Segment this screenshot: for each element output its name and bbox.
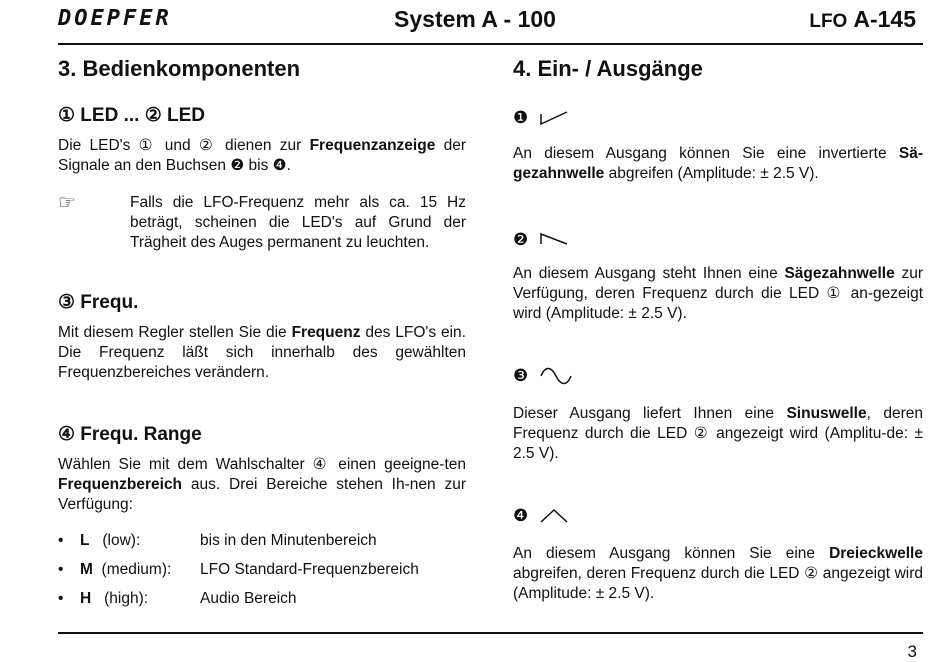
pointing-hand-icon: ☞: [58, 192, 76, 214]
page-number: 3: [907, 642, 917, 661]
module-title: [809, 6, 916, 33]
output-1-description: An diesem Ausgang können Sie eine invertierte Sä-gezahnwelle abgreifen (Amplitude: ± 2.5 V).: [513, 145, 923, 182]
list-item: • L (low): bis in den Minutenbereich: [58, 532, 377, 549]
led-note: [58, 193, 466, 253]
led-description: Die LED's ① und ② dienen zur Frequenzanzeige der Signale an den Buchsen ❷ bis ❹.: [58, 137, 466, 174]
range-list: [58, 532, 466, 619]
output-3-number: ❸: [513, 366, 529, 385]
led-heading: ① LED ... ② LED: [58, 105, 206, 126]
output-2-description: An diesem Ausgang steht Ihnen eine Sägezahnwelle zur Verfügung, deren Frequenz durch die LED ① an-gezeigt wird (Amplitude: ± 2.5 V).: [513, 265, 923, 322]
module-prefix: LFO: [809, 11, 848, 32]
output-2-header: [513, 228, 923, 252]
triangle-wave-icon: [539, 506, 569, 526]
brand-logo: DOEPFER: [58, 6, 172, 31]
output-1-number: ❶: [513, 108, 529, 127]
output-4-number: ❹: [513, 506, 529, 525]
left-column: [58, 56, 466, 619]
section-title-io: 4. Ein- / Ausgänge: [513, 56, 703, 81]
sine-wave-icon: [539, 365, 573, 387]
output-4-description: An diesem Ausgang können Sie eine Dreieckwelle abgreifen, deren Frequenz durch die LED ② angezeigt wird (Amplitude: ± 2.5 V).: [513, 545, 923, 602]
output-4-header: [513, 504, 923, 528]
frequ-heading: ③ Frequ.: [58, 292, 139, 313]
section-title-controls: 3. Bedienkomponenten: [58, 56, 301, 81]
output-2-number: ❷: [513, 230, 529, 249]
range-description: Wählen Sie mit dem Wahlschalter ④ einen geeigne-ten Frequenzbereich aus. Drei Bereiche stehen Ih-nen zur Verfügung:: [58, 456, 466, 513]
list-item: • M (medium): LFO Standard-Frequenzbereich: [58, 561, 419, 578]
inverted-sawtooth-icon: [539, 108, 569, 128]
module-number: A-145: [853, 6, 916, 32]
footer-rule: [58, 632, 923, 634]
led-note-text: Falls die LFO-Frequenz mehr als ca. 15 Hz beträgt, scheinen die LED's auf Grund der Trägheit des Auges permanent zu leuchten.: [130, 194, 466, 251]
right-column: [513, 56, 923, 604]
frequ-description: Mit diesem Regler stellen Sie die Frequenz des LFO's ein. Die Frequenz läßt sich innerhalb des gewählten Frequenzbereiches verändern.: [58, 324, 466, 381]
output-3-header: [513, 364, 923, 388]
list-item: • H (high): Audio Bereich: [58, 590, 297, 607]
header-rule: [58, 43, 923, 45]
system-title: System A - 100: [394, 6, 556, 32]
range-heading: ④ Frequ. Range: [58, 424, 202, 445]
output-1-header: [513, 106, 923, 130]
sawtooth-icon: [539, 230, 569, 250]
output-3-description: Dieser Ausgang liefert Ihnen eine Sinuswelle, deren Frequenz durch die LED ② angezeigt wird (Amplitu-de: ± 2.5 V).: [513, 405, 923, 462]
